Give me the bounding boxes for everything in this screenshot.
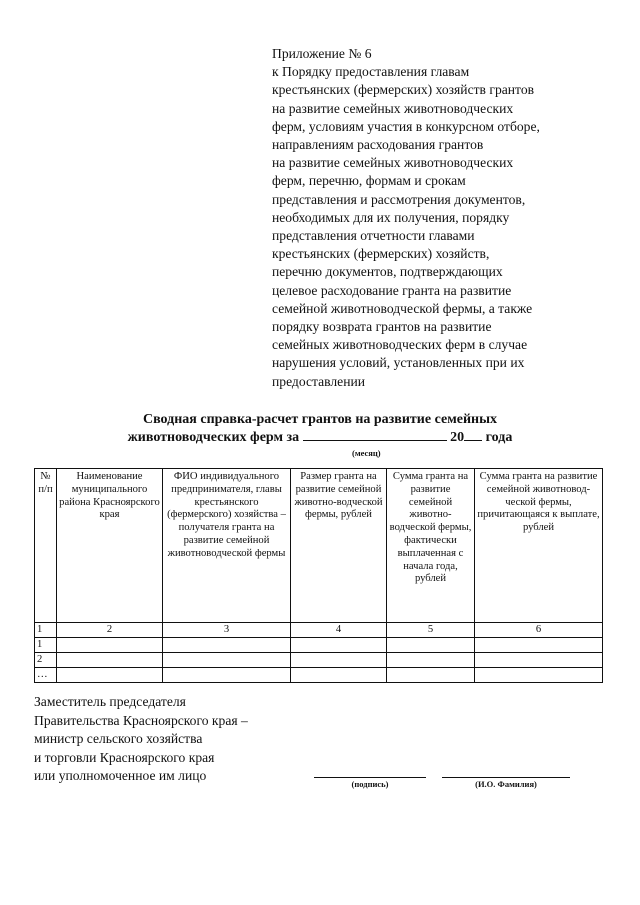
month-hint: (месяц) (352, 448, 381, 458)
appendix-line: целевое расходование гранта на развитие (272, 282, 512, 298)
appendix-line: направлениям расходования грантов (272, 137, 484, 153)
table-row (35, 668, 603, 683)
table-cell (387, 638, 475, 653)
header-cell: Наименование муниципального района Красноярского края (57, 469, 163, 623)
header-cell: № п/п (35, 469, 57, 623)
table-cell (163, 638, 291, 653)
appendix-heading: Приложение № 6 (272, 46, 372, 61)
row-number: 2 (35, 653, 57, 668)
header-cell: ФИО индивидуального предпринимателя, главы крестьянского (фермерского) хозяйства – получателя гранта на развитие семейной животноводческой фермы (163, 469, 291, 623)
appendix-line: перечню документов, подтверждающих (272, 264, 503, 280)
column-number: 2 (57, 623, 163, 638)
table-cell (291, 653, 387, 668)
table-cell (163, 668, 291, 683)
appendix-line: необходимых для их получения, порядку (272, 209, 510, 225)
grant-table (34, 468, 603, 683)
title-suffix: года (485, 430, 513, 445)
appendix-line: нарушения условий, установленных при их (272, 355, 525, 371)
column-number: 5 (387, 623, 475, 638)
table-cell (475, 653, 603, 668)
appendix-line: крестьянских (фермерских) хозяйств грантов (272, 82, 535, 98)
table-row (35, 638, 603, 653)
signature-hint: (подпись) (351, 779, 389, 789)
appendix-line: предоставлении (272, 373, 366, 389)
title-line-2 (0, 428, 640, 446)
appendix-line: крестьянских (фермерских) хозяйств, (272, 246, 490, 262)
row-number: 1 (35, 638, 57, 653)
document-title (0, 411, 640, 446)
appendix-line: представления и рассмотрения документов, (272, 191, 526, 207)
signer-line: Правительства Красноярского края – (34, 712, 248, 728)
appendix-line: семейных животноводческих ферм в случае (272, 337, 528, 353)
header-cell: Размер гранта на развитие семейной животно-водческой фермы, рублей (291, 469, 387, 623)
signer-block (34, 693, 248, 786)
name-hint: (И.О. Фамилия) (475, 779, 537, 789)
title-line-1: Сводная справка-расчет грантов на развитие семейных (142, 412, 498, 427)
signer-line: Заместитель председателя (34, 694, 186, 709)
appendix-line: на развитие семейных животноводческих (272, 155, 514, 171)
name-line (442, 777, 570, 778)
table-cell (475, 638, 603, 653)
signature-line (314, 777, 426, 778)
signer-line: министр сельского хозяйства (34, 731, 203, 746)
title-prefix: животноводческих ферм за (127, 430, 300, 445)
table-cell (291, 638, 387, 653)
column-number: 6 (475, 623, 603, 638)
appendix-line: представления отчетности главами (272, 228, 475, 244)
signer-line: и торговли Красноярского края (34, 749, 215, 765)
appendix-line: ферм, перечню, формам и срокам (272, 173, 466, 189)
title-year: 20 (450, 430, 465, 445)
table-cell (387, 668, 475, 683)
signer-line: или уполномоченное им лицо (34, 768, 207, 783)
table-cell (387, 653, 475, 668)
column-number-row (35, 623, 603, 638)
appendix-line: на развитие семейных животноводческих (272, 100, 514, 116)
year-blank (464, 428, 482, 441)
appendix-line: семейной животноводческой фермы, а также (272, 300, 533, 316)
header-cell: Сумма гранта на развитие семейной животновод-ческой фермы, причитающаяся к выплате, рублей (475, 469, 603, 623)
table-cell (291, 668, 387, 683)
appendix-line: порядку возврата грантов на развитие (272, 319, 492, 335)
table-cell (57, 653, 163, 668)
appendix-block (272, 45, 612, 391)
table-header-row (35, 469, 603, 623)
header-cell: Сумма гранта на развитие семейной животно-водческой фермы, фактически выплаченная с начала года, рублей (387, 469, 475, 623)
row-number: … (35, 668, 57, 683)
appendix-line: ферм, условиям участия в конкурсном отборе, (272, 118, 540, 134)
table-cell (475, 668, 603, 683)
column-number: 3 (163, 623, 291, 638)
table-row (35, 653, 603, 668)
table-cell (57, 668, 163, 683)
column-number: 1 (35, 623, 57, 638)
appendix-line: к Порядку предоставления главам (272, 64, 470, 80)
month-blank (303, 428, 447, 441)
table-cell (163, 653, 291, 668)
table-cell (57, 638, 163, 653)
column-number: 4 (291, 623, 387, 638)
